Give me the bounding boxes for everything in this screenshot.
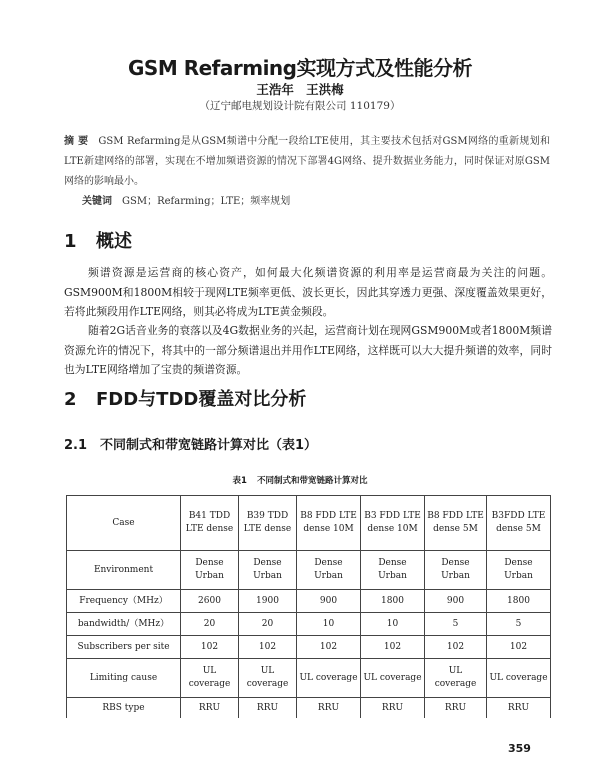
table-cell: RRU <box>361 698 425 719</box>
section-1-title: 概述 <box>96 231 132 252</box>
table-row-label: RBS type <box>67 698 181 719</box>
section-2-number: 2 <box>64 389 77 410</box>
table-cell: 102 <box>239 636 297 659</box>
table-row <box>67 659 551 698</box>
page-number: 359 <box>508 742 531 755</box>
table-header-cell: B3FDD LTE dense 5M <box>487 496 551 551</box>
link-budget-table <box>66 495 551 718</box>
table-row-label: Limiting cause <box>67 659 181 698</box>
table-cell: 102 <box>487 636 551 659</box>
section-2-1-heading <box>64 434 317 453</box>
table-cell: 20 <box>181 613 239 636</box>
paper-authors: 王浩年 王洪梅 <box>256 82 344 97</box>
table-cell: 900 <box>425 590 487 613</box>
table-row <box>67 613 551 636</box>
table-cell: 1800 <box>487 590 551 613</box>
paper-affiliation: （辽宁邮电规划设计院有限公司 110179） <box>199 100 401 112</box>
table-row <box>67 551 551 590</box>
table-cell: RRU <box>297 698 361 719</box>
table-row-label: Environment <box>67 551 181 590</box>
table-cell: RRU <box>239 698 297 719</box>
keywords-label: 关键词 <box>82 196 112 207</box>
table-cell: 1900 <box>239 590 297 613</box>
table-cell: 10 <box>297 613 361 636</box>
section-1-paragraph-2: 随着2G话音业务的衰落以及4G数据业务的兴起，运营商计划在现网GSM900M或者1800M频谱资源允许的情况下，将其中的一部分频谱退出并用作LTE网络，这样既可以大大提升频谱的效率，同时也为LTE网络增加了宝贵的频谱资源。 <box>64 324 552 376</box>
table-cell: UL coverage <box>425 659 487 698</box>
abstract <box>64 132 550 192</box>
section-1-paragraph-1: 频谱资源是运营商的核心资产，如何最大化频谱资源的利用率是运营商最为关注的问题。GSM900M和1800M相较于现网LTE频率更低、波长更长，因此其穿透力更强、深度覆盖效果更好，若将此频段用作LTE网络，则其必将成为LTE黄金频段。 <box>64 266 552 318</box>
table-header-row <box>67 496 551 551</box>
table-header-cell: B41 TDD LTE dense <box>181 496 239 551</box>
table-row <box>67 590 551 613</box>
table-header-cell: B8 FDD LTE dense 10M <box>297 496 361 551</box>
table-cell: 102 <box>425 636 487 659</box>
table-cell: 10 <box>361 613 425 636</box>
table-cell: 900 <box>297 590 361 613</box>
abstract-text: GSM Refarming是从GSM频谱中分配一段给LTE使用，其主要技术包括对GSM网络的重新规划和LTE新建网络的部署，实现在不增加频谱资源的情况下部署4G网络、提升数据业务能力，同时保证对原GSM网络的影响最小。 <box>64 136 550 187</box>
table-cell: 1800 <box>361 590 425 613</box>
table-row-label: Subscribers per site <box>67 636 181 659</box>
table-cell: 102 <box>361 636 425 659</box>
table-cell: UL coverage <box>487 659 551 698</box>
table-cell: Dense Urban <box>361 551 425 590</box>
table-cell: UL coverage <box>361 659 425 698</box>
table-cell: 5 <box>425 613 487 636</box>
table-cell: UL coverage <box>297 659 361 698</box>
table-cell: Dense Urban <box>487 551 551 590</box>
paper-title: GSM Refarming实现方式及性能分析 <box>128 56 472 80</box>
section-2-heading <box>64 385 306 411</box>
table-cell: Dense Urban <box>239 551 297 590</box>
table-cell: UL coverage <box>181 659 239 698</box>
table-header-cell: B8 FDD LTE dense 5M <box>425 496 487 551</box>
table-cell: RRU <box>487 698 551 719</box>
table-caption <box>0 474 600 486</box>
table-cell: RRU <box>181 698 239 719</box>
table-row-label: Frequency（MHz） <box>67 590 181 613</box>
table-cell: Dense Urban <box>297 551 361 590</box>
table-row <box>67 636 551 659</box>
keywords <box>82 192 290 207</box>
table-cell: 20 <box>239 613 297 636</box>
section-2-title: FDD与TDD覆盖对比分析 <box>96 389 307 410</box>
table-cell: UL coverage <box>239 659 297 698</box>
table-header-cell: Case <box>67 496 181 551</box>
section-2-1-title: 不同制式和带宽链路计算对比（表1） <box>100 438 318 453</box>
table-cell: 2600 <box>181 590 239 613</box>
section-2-1-number: 2.1 <box>64 438 88 453</box>
table-cell: 102 <box>297 636 361 659</box>
table-cell: Dense Urban <box>181 551 239 590</box>
section-1-heading <box>64 227 132 253</box>
table-cell: 5 <box>487 613 551 636</box>
abstract-label: 摘 要 <box>64 136 89 147</box>
section-1-number: 1 <box>64 231 77 252</box>
table-caption-text: 不同制式和带宽链路计算对比 <box>256 476 368 486</box>
table-row <box>67 698 551 719</box>
table-header-cell: B39 TDD LTE dense <box>239 496 297 551</box>
table-header-cell: B3 FDD LTE dense 10M <box>361 496 425 551</box>
table-cell: 102 <box>181 636 239 659</box>
keywords-text: GSM；Refarming；LTE；频率规划 <box>122 196 291 207</box>
table-row-label: bandwidth/（MHz） <box>67 613 181 636</box>
table-cell: Dense Urban <box>425 551 487 590</box>
table-caption-label: 表1 <box>232 476 247 486</box>
table-cell: RRU <box>425 698 487 719</box>
